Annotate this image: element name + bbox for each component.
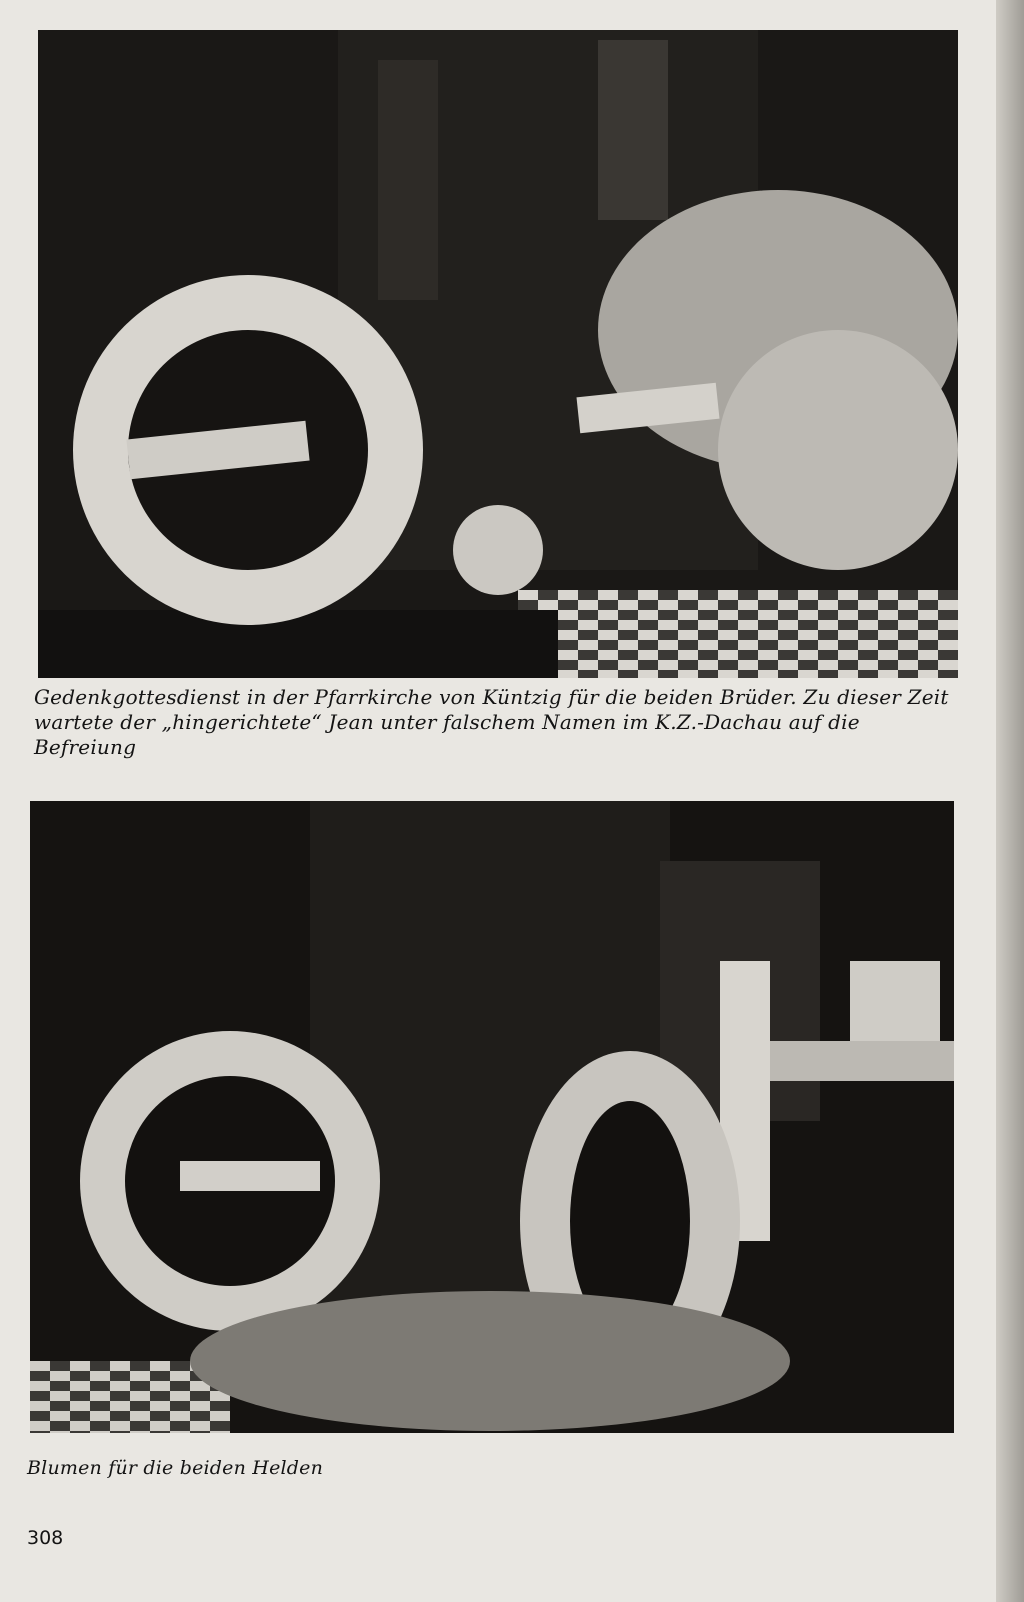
book-spine-shadow (996, 0, 1024, 1602)
church-altar-photo-bottom (30, 801, 954, 1433)
page-number: 308 (27, 1527, 64, 1549)
altar-scene-bottom (30, 801, 954, 1433)
caption-bottom: Blumen für die beiden Helden (27, 1457, 324, 1479)
altar-scene-top (38, 30, 958, 678)
church-altar-photo-top (38, 30, 958, 678)
caption-top: Gedenkgottesdienst in der Pfarrkirche von Küntzig für die beiden Brüder. Zu dieser Zeit wartete der „hingerichtete“ Jean unter falschem Namen im K.Z.-Dachau auf die Befreiung (34, 685, 949, 759)
